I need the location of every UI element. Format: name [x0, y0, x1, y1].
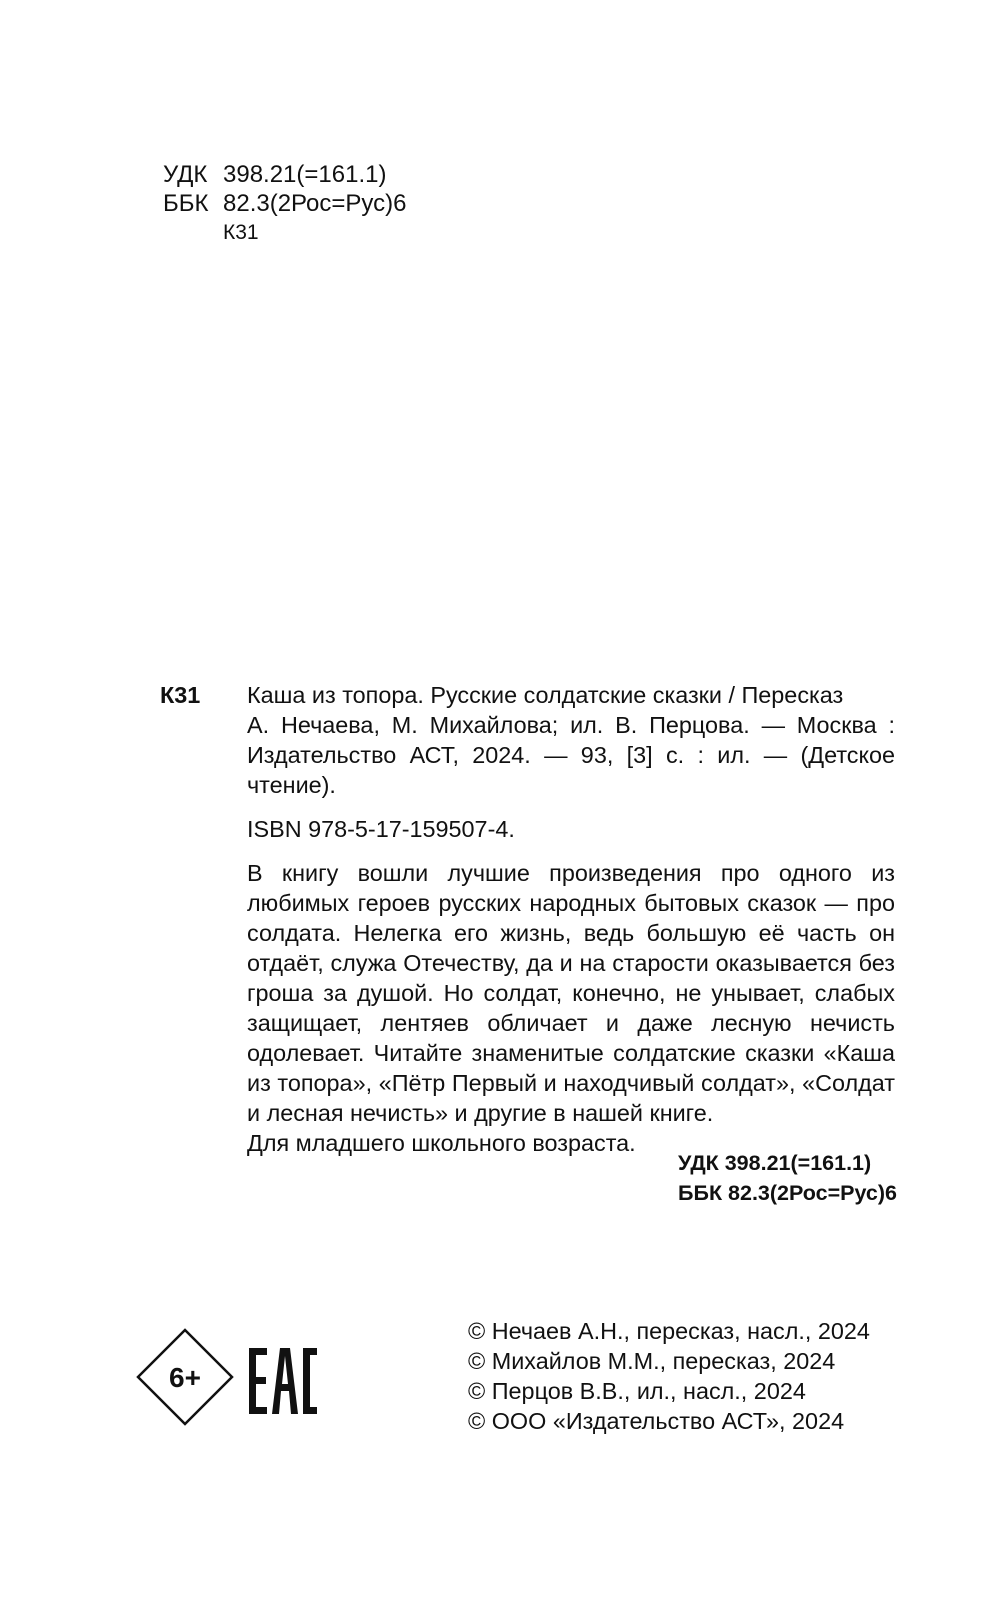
isbn: ISBN 978-5-17-159507-4. [247, 816, 515, 842]
entry-key: К31 [160, 682, 201, 708]
eac-letter-a [272, 1348, 298, 1414]
bbk-bottom: ББК 82.3(2Рос=Рус)6 [678, 1181, 897, 1205]
bbk-label: ББК [163, 190, 209, 217]
classification-codes-top [163, 160, 406, 247]
bbk-row [163, 189, 406, 218]
age-rating-badge [136, 1328, 234, 1426]
copyright-line: © ООО «Издательство АСТ», 2024 [468, 1408, 845, 1434]
entry-description: А. Нечаева, М. Михайлова; ил. В. Перцова. — Москва : Издательство АСТ, 2024. — 93, [3] с. : ил. — (Детское чтение). [247, 712, 895, 798]
audience-text: Для младшего школьного возраста. [247, 1130, 636, 1156]
copyright-line: © Нечаев А.Н., пересказ, насл., 2024 [468, 1318, 870, 1344]
author-mark: К31 [223, 221, 259, 244]
bbk-value: 82.3(2Рос=Рус)6 [223, 190, 407, 217]
copyright-line: © Михайлов М.М., пересказ, 2024 [468, 1348, 836, 1374]
annotation-text: В книгу вошли лучшие произведения про одного из любимых героев русских народных бытовых сказок — про солдата. Нелегка его жизнь, ведь большую её часть он отдаёт, служа Отечеству, да и на старости оказывается без гроша за душой. Но солдат, конечно, не унывает, слабых защищает, лентяев обличает и даже лесную нечисть одолевает. Читайте знаменитые солдатские сказки «Каша из топора», «Пётр Первый и находчивый солдат», «Солдат и лесная нечисть» и другие в нашей книге. [247, 860, 895, 1126]
udk-label: УДК [163, 161, 208, 188]
annotation [160, 858, 895, 1158]
udk-bottom: УДК 398.21(=161.1) [678, 1151, 872, 1175]
eac-logo [247, 1346, 319, 1416]
age-rating-text: 6+ [169, 1362, 201, 1393]
udk-value: 398.21(=161.1) [223, 161, 387, 188]
entry-description-line1: Каша из топора. Русские солдатские сказки / Пересказ [247, 682, 844, 708]
copyright-list [468, 1316, 870, 1436]
eac-letter-e [249, 1348, 267, 1414]
bibliographic-entry [160, 680, 895, 1158]
classification-codes-bottom [678, 1148, 897, 1208]
entry-heading [160, 680, 895, 710]
udk-row [163, 160, 406, 189]
copyright-line: © Перцов В.В., ил., насл., 2024 [468, 1378, 806, 1404]
eac-letter-c [303, 1348, 317, 1414]
